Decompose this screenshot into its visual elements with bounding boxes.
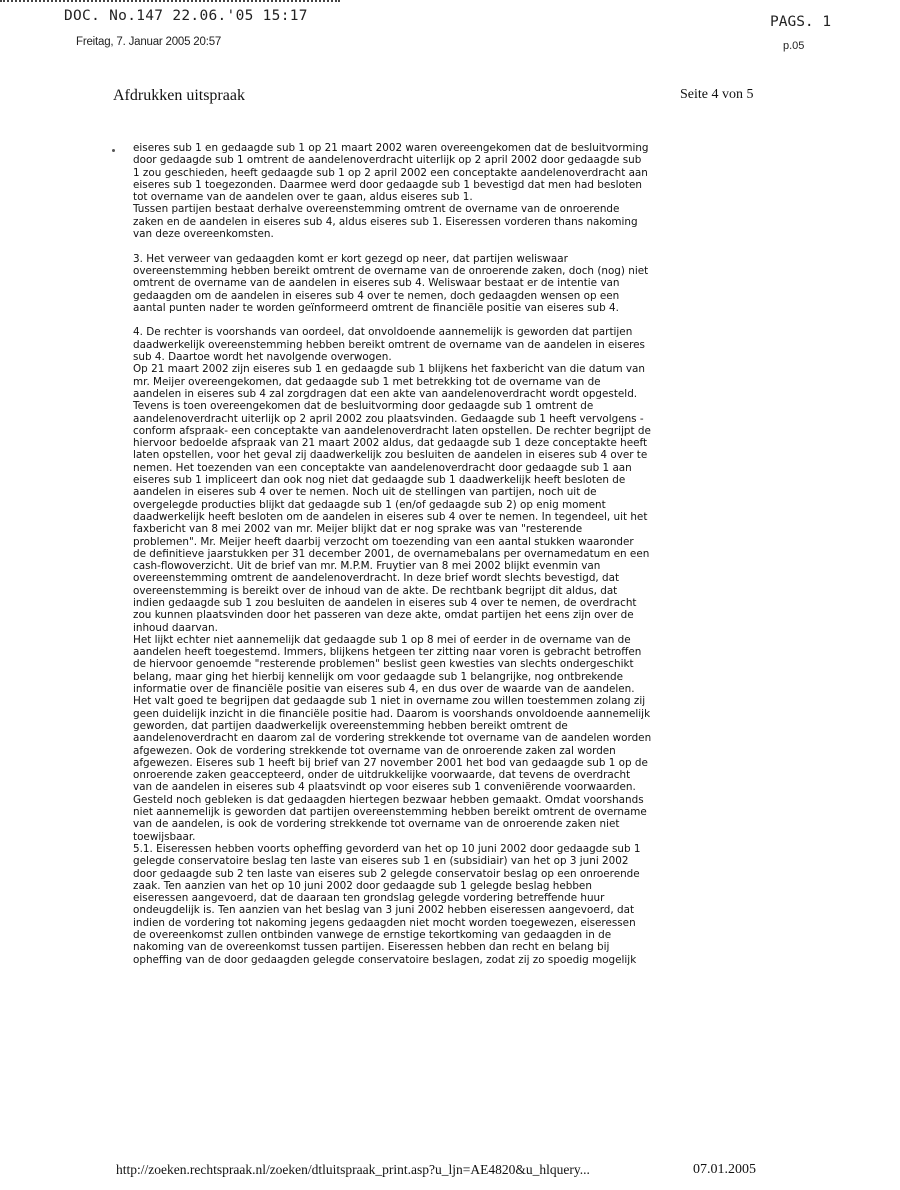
text-line: gedaagden om de aandelen in eiseres sub 4 over te nemen, doch gedaagden wensen op een [133,289,620,302]
text-line: conform afspraak- een conceptakte van aandelenoverdracht laten opstellen. De rechter begrijpt de [133,424,651,437]
text-line: aantal punten nader te worden geïnformeerd omtrent de financiële positie van eiseres sub 4. [133,301,619,314]
text-line: aandelen in eiseres sub 4 zal zorgdragen dat een akte van aandelenoverdracht wordt opgesteld. [133,387,638,400]
paragraph-gap [133,314,767,326]
fax-header: DOC. No.147 22.06.'05 15:17 [64,8,308,24]
text-line: inhoud daarvan. [133,621,218,634]
text-line: daadwerkelijk heeft besloten om de aandelen in eiseres sub 4 over te nemen. In tegendeel, uit het [133,510,648,523]
text-line: nemen. Het toezenden van een conceptakte van aandelenoverdracht door gedaagde sub 1 aan [133,461,632,474]
text-line: opheffing van de door gedaagden gelegde conservatoire beslagen, zodat zij zo spoedig mogelijk [133,953,637,966]
footer-url: http://zoeken.rechtspraak.nl/zoeken/dtluitspraak_print.asp?u_ljn=AE4820&u_hlquery... [116,1162,590,1177]
text-line: van deze overeenkomsten. [133,228,274,241]
text-line: overeenstemming omtrent de aandelenoverdracht. In deze brief wordt slechts bevestigd, dat [133,572,620,585]
text-line: eiseres sub 1 toegezonden. Daarmee werd door gedaagde sub 1 bevestigd dat men had besloten [133,178,642,191]
text-line: onroerende zaken geaccepteerd, onder de uitdrukkelijke voorwaarde, dat tevens de overdracht [133,769,631,782]
text-line: door gedaagde sub 2 ten laste van eiseres sub 2 gelegde conservatoir beslag op een onroerende [133,867,640,880]
text-line: indien de vordering tot nakoming jegens gedaagden niet mocht worden toegewezen, eiseressen [133,916,636,929]
text-line: de hiervoor genoemde "resterende problemen" beslist geen kwesties van slechts ondergeschikt [133,658,634,671]
text-line: problemen". Mr. Meijer heeft daarbij verzocht om toezending van een aantal stukken waaronder [133,535,634,548]
text-line: Het lijkt echter niet aannemelijk dat gedaagde sub 1 op 8 mei of eerder in de overname van de [133,633,631,646]
text-line: zaken en de aandelen in eiseres sub 4, aldus eiseres sub 1. Eiseressen vorderen thans nakoming [133,215,638,228]
text-line: Op 21 maart 2002 zijn eiseres sub 1 en gedaagde sub 1 blijkens het faxbericht van die datum van [133,363,645,376]
fax-page-number: p.05 [783,40,805,52]
text-line: informatie over de financiële positie van eiseres sub 4, en dus over de waarde van de aandelen. [133,683,635,696]
text-line: zou kunnen plaatsvinden door het passeren van deze akte, omdat partijen het eens zijn over de [133,609,634,622]
text-line: sub 4. Daartoe wordt het navolgende overwogen. [133,351,392,364]
text-line: ondeugdelijk is. Ten aanzien van het beslag van 3 juni 2002 hebben eiseressen aangevoerd, dat [133,904,635,917]
paragraph-4-5 [133,326,767,965]
text-line: overeenstemming hebben bereikt omtrent de overname van de onroerende zaken, doch (nog) niet [133,264,649,277]
text-line: Gesteld noch gebleken is dat gedaagden hiertegen bezwaar hebben gemaakt. Omdat voorshands [133,793,644,806]
text-line: door gedaagde sub 1 omtrent de aandelenoverdracht uiterlijk op 2 april 2002 door gedaagde sub [133,154,642,167]
footer-date: 07.01.2005 [693,1162,756,1177]
text-line: tot overname van de aandelen over te gaan, aldus eiseres sub 1. [133,191,473,204]
text-line: aandelen in eiseres sub 4 over te nemen. Noch uit de stellingen van partijen, noch uit de [133,486,597,499]
paragraph-3 [133,253,767,314]
print-page-indicator: Seite 4 von 5 [680,87,754,102]
text-line: daadwerkelijk overeenstemming hebben bereikt omtrent de overname van de aandelen in eiseres [133,338,645,351]
text-line: geen duidelijk inzicht in die financiële positie had. Daarom is voorshands onvoldoende aannemelijk [133,707,651,720]
text-line: hiervoor bedoelde afspraak van 21 maart 2002 aldus, dat gedaagde sub 1 deze conceptakte heeft [133,437,648,450]
text-line: eiseressen aangevoerd, dat de daaraan ten grondslag gelegde vordering betreffende huur [133,892,605,905]
document-body [133,142,767,966]
scan-speck [112,149,115,152]
text-line: geworden, dat partijen daadwerkelijk overeenstemming hebben bereikt omtrent de [133,719,568,732]
text-line: nakoming van de overeenkomst tussen partijen. Eiseressen hebben dan recht en belang bij [133,941,610,954]
text-line: laten opstellen, voor het geval zij daadwerkelijk zou besluiten de aandelen in eiseres sub 4 over te [133,449,648,462]
fax-date-line: Freitag, 7. Januar 2005 20:57 [76,36,222,48]
fax-top-dotted-line [0,0,340,8]
text-line: van de aandelen in eiseres sub 4 plaatsvindt op voor eiseres sub 1 conveniërende voorwaarden. [133,781,636,794]
text-line: gelegde conservatoire beslag ten laste van eiseres sub 1 en (subsidiair) van het op 3 juni 2002 [133,855,629,868]
text-line: aandelen heeft toegestemd. Immers, blijkens hetgeen ter zitting naar voren is gebracht betroffen [133,646,642,659]
text-line: 5.1. Eiseressen hebben voorts opheffing gevorderd van het op 10 juni 2002 door gedaagde sub 1 [133,842,641,855]
paragraph-p1 [133,142,767,240]
text-line: faxbericht van 8 mei 2002 van mr. Meijer blijkt dat er nog sprake was van "resterende [133,523,583,536]
text-line: aandelenoverdracht uiterlijk op 2 april 2002 zou plaatsvinden. Gedaagde sub 1 heeft vervolgens - [133,412,644,425]
text-line: de definitieve jaarstukken per 31 december 2001, de overnamebalans per overnamedatum en een [133,547,650,560]
text-line: omtrent de overname van de aandelen in eiseres sub 4. Weliswaar bestaat er de intentie van [133,277,620,290]
text-line: cash-flowoverzicht. Uit de brief van mr. M.P.M. Fruytier van 8 mei 2002 blijkt evenmin van [133,560,601,573]
text-line: eiseres sub 1 impliceert dan ook nog niet dat gedaagde sub 1 daadwerkelijk heeft besloten de [133,474,626,487]
text-line: 4. De rechter is voorshands van oordeel, dat onvoldoende aannemelijk is geworden dat partijen [133,326,633,339]
text-line: toewijsbaar. [133,830,196,843]
text-line: van de aandelen, is ook de vordering strekkende tot overname van de onroerende zaken niet [133,818,620,831]
text-line: indien gedaagde sub 1 zou besluiten de aandelen in eiseres sub 4 over te nemen, de overdracht [133,596,637,609]
text-line: niet aannemelijk is geworden dat partijen overeenstemming hebben bereikt omtrent de overname [133,806,647,819]
print-title: Afdrukken uitspraak [113,87,245,104]
text-line: afgewezen. Eiseres sub 1 heeft bij brief van 27 november 2001 het bod van gedaagde sub 1 op de [133,756,648,769]
text-line: 1 zou geschieden, heeft gedaagde sub 1 op 2 april 2002 een conceptakte aandelenoverdracht aan [133,166,648,179]
paragraph-gap [133,240,767,252]
text-line: eiseres sub 1 en gedaagde sub 1 op 21 maart 2002 waren overeengekomen dat de besluitvorming [133,142,649,154]
text-line: mr. Meijer overeengekomen, dat gedaagde sub 1 met betrekking tot de overname van de [133,375,601,388]
text-line: de overeenkomst zullen ontbinden vanwege de ernstige tekortkoming van gedaagden in de [133,929,612,941]
fax-pages-label: PAGS. 1 [770,14,832,30]
text-line: Tussen partijen bestaat derhalve overeenstemming omtrent de overname van de onroerende [133,203,620,216]
text-line: afgewezen. Ook de vordering strekkende tot overname van de onroerende zaken zal worden [133,744,616,757]
text-line: belang, maar ging het hierbij kennelijk om voor gedaagde sub 1 belangrijke, nog ontbrekende [133,670,624,683]
text-line: Tevens is toen overeengekomen dat de besluitvorming door gedaagde sub 1 omtrent de [133,400,594,413]
text-line: zaak. Ten aanzien van het op 10 juni 2002 door gedaagde sub 1 gelegde beslag hebben [133,879,592,892]
text-line: Het valt goed te begrijpen dat gedaagde sub 1 niet in overname zou willen toestemmen zolang zij [133,695,646,708]
text-line: aandelenoverdracht en daarom zal de vordering strekkende tot overname van de aandelen worden [133,732,652,745]
text-line: overeenstemming is bereikt over de inhoud van de akte. De rechtbank begrijpt dit aldus, dat [133,584,618,597]
text-line: 3. Het verweer van gedaagden komt er kort gezegd op neer, dat partijen weliswaar [133,252,568,265]
text-line: overgelegde producties blijkt dat gedaagde sub 1 (en/of gedaagde sub 2) op enig moment [133,498,606,511]
